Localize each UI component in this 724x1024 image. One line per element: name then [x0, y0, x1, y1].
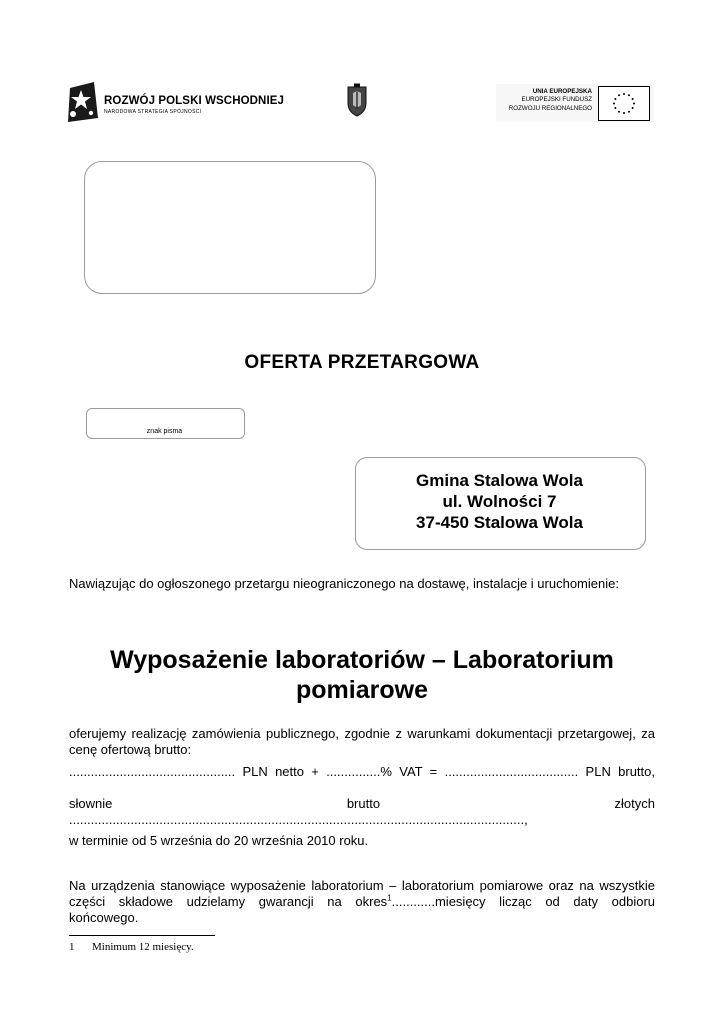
footnote [69, 941, 194, 953]
subject-title-line-2: pomiarowe [296, 676, 428, 704]
subject-title [60, 645, 664, 705]
warranty-line-3: końcowego. [69, 910, 139, 925]
term-line: w terminie od 5 września do 20 września 2010 roku. [69, 833, 369, 848]
price-fill-line[interactable]: .............................................. PLN netto + ...............% VAT = ..................................... PLN brutto, [69, 764, 655, 779]
warranty-line-1: Na urządzenia stanowiące wyposażenie laboratorium – laboratorium pomiarowe oraz na wszystkie [69, 878, 655, 893]
offer-line-2: cenę ofertową brutto: [69, 742, 192, 757]
warranty-text-a: części składowe udzielamy gwarancji na okres [69, 894, 388, 909]
footnote-text: Minimum 12 miesięcy. [92, 941, 194, 953]
recipient-address [355, 470, 644, 533]
address-line-3: 37-450 Stalowa Wola [416, 513, 583, 532]
stamp-box [84, 161, 376, 294]
eu-logo-line3: ROZWOJU REGIONALNEGO [508, 104, 592, 112]
subject-title-line-1: Wyposażenie laboratoriów – Laboratorium [110, 646, 614, 674]
footnote-ref: 1 [387, 893, 392, 903]
offer-line-1: oferujemy realizację zamówienia publicznego, zgodnie z warunkami dokumentacji przetargowej, za [69, 726, 655, 741]
eu-flag-icon [598, 86, 650, 121]
address-line-2: ul. Wolności 7 [442, 492, 557, 511]
eu-logo-line2: EUROPEJSKI FUNDUSZ [521, 96, 592, 104]
rpw-logo-subtitle: NARODOWA STRATEGIA SPÓJNOŚCI [104, 109, 202, 115]
warranty-line-2 [69, 894, 655, 910]
eu-fund-logo [496, 84, 654, 122]
warranty-months-fill[interactable]: ............miesięcy licząc od daty odbioru [391, 894, 655, 909]
rpw-logo-title: ROZWÓJ POLSKI WSCHODNIEJ [104, 95, 285, 107]
footnote-divider [69, 935, 215, 936]
page-title: OFERTA PRZETARGOWA [244, 352, 480, 373]
address-line-1: Gmina Stalowa Wola [416, 471, 583, 490]
reference-number-label: znak pisma [146, 428, 183, 435]
coat-of-arms-icon [345, 83, 369, 117]
footnote-number: 1 [69, 941, 75, 953]
intro-paragraph: Nawiązując do ogłoszonego przetargu nieograniczonego na dostawę, instalacje i uruchomienie: [69, 576, 619, 591]
price-in-words-line[interactable]: słownie brutto złotych .............................................................................................................................., [69, 796, 655, 827]
eu-logo-line1: UNIA EUROPEJSKA [532, 88, 592, 95]
star-emblem-icon [64, 80, 100, 124]
rozwoj-polski-wschodniej-logo [64, 78, 284, 128]
